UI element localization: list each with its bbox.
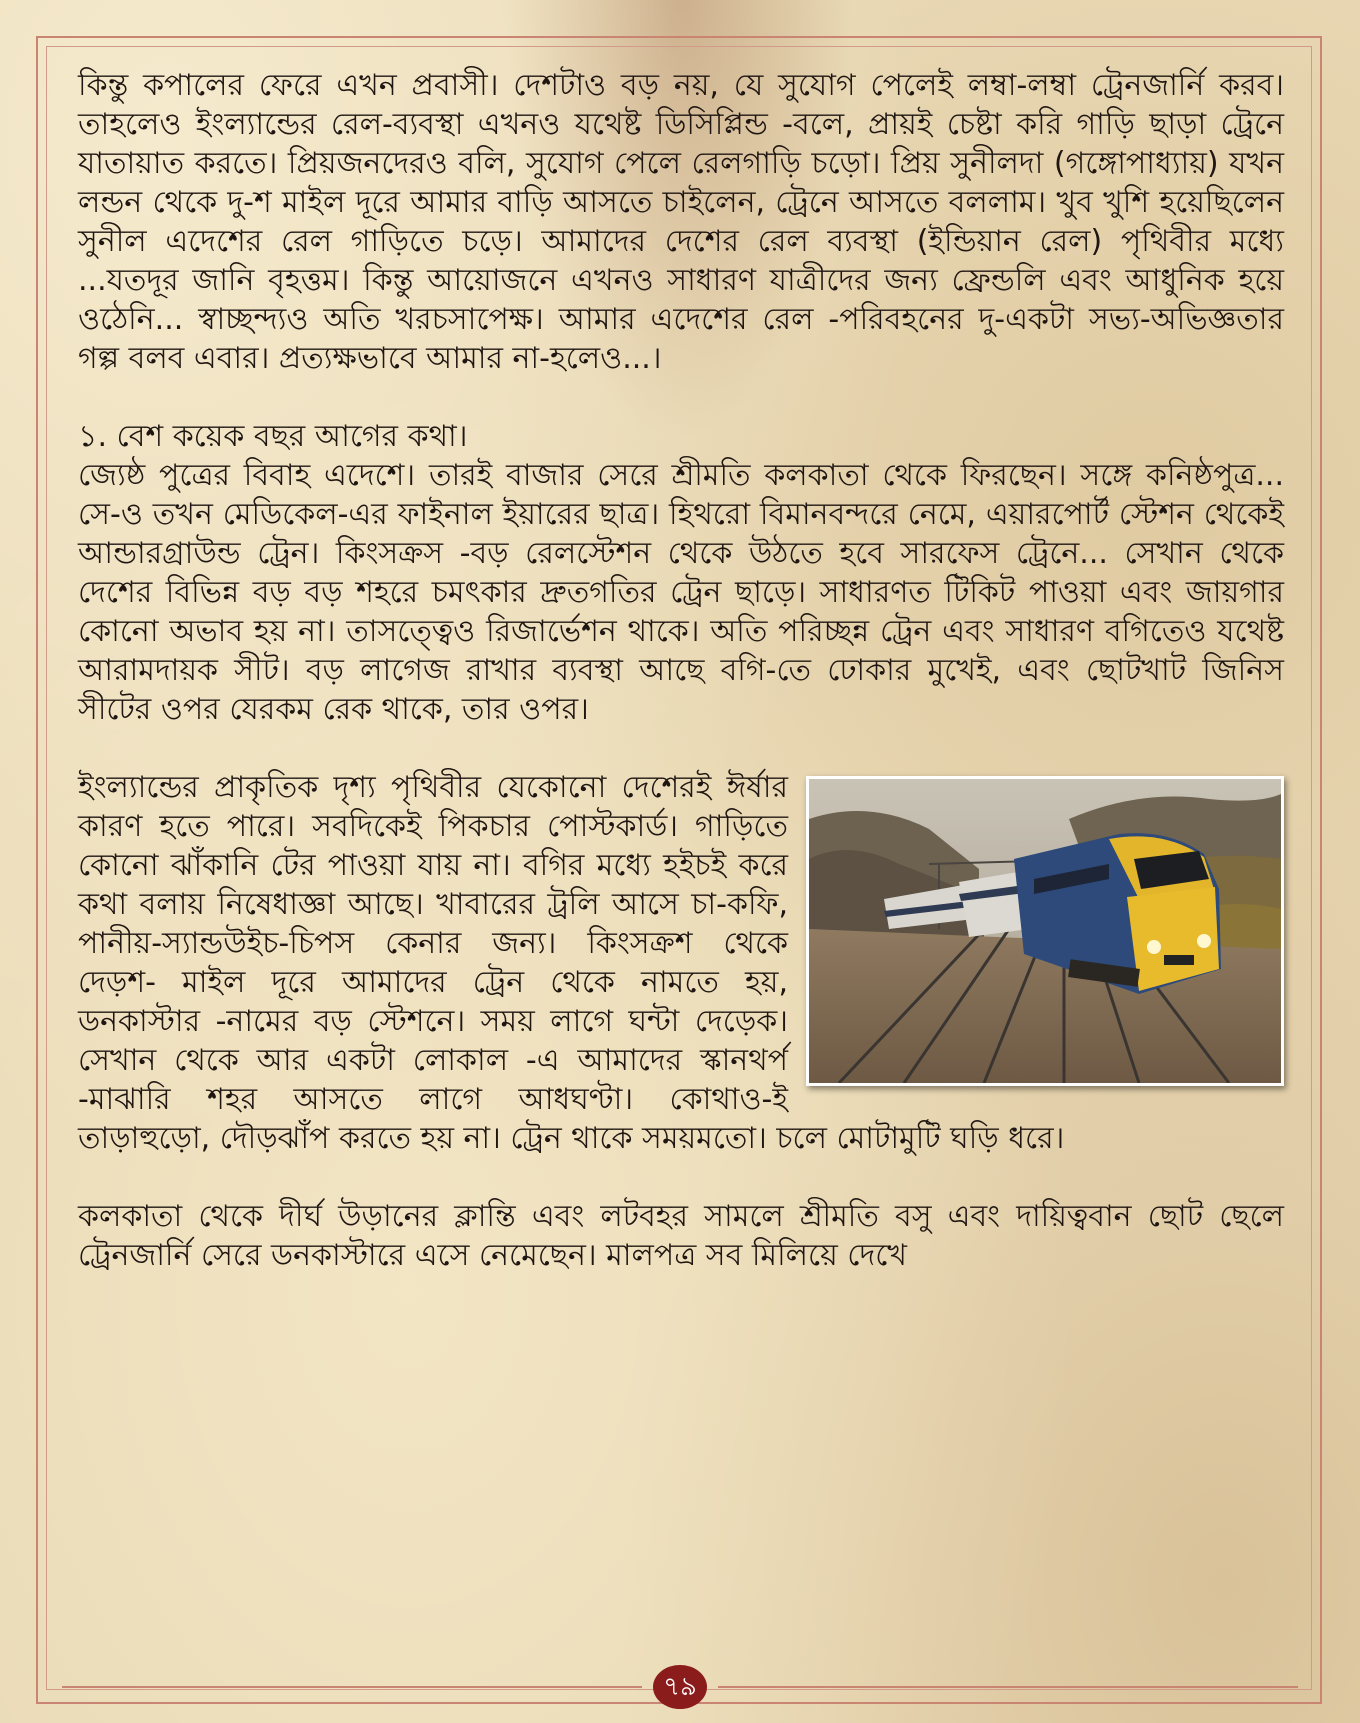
paragraph-story-1: জ্যেষ্ঠ পুত্রের বিবাহ এদেশে। তারই বাজার সেরে শ্রীমতি কলকাতা থেকে ফিরছেন। সঙ্গে কনিষ্ঠপুত্র... সে-ও তখন মেডিকেল-এর ফাইনাল ইয়ারের ছাত্র। হিথরো বিমানবন্দরে নেমে, এয়ারপোর্ট স্টেশন থেকেই আন্ডারগ্রাউন্ড ট্রেন। কিংসক্রস -বড় রেলস্টেশন থেকে উঠতে হবে সারফেস ট্রেনে... সেখান থেকে দেশের বিভিন্ন বড় বড় শহরে চমৎকার দ্রুতগতির ট্রেন ছাড়ে। সাধারণত টিকিট পাওয়া এবং জায়গার কোনো অভাব হয় না। তাসত্ত্বেও রিজার্ভেশন থাকে। অতি পরিচ্ছন্ন ট্রেন এবং সাধারণ বগিতেও যথেষ্ট আরামদায়ক সীট। বড় লাগেজ রাখার ব্যবস্থা আছে বগি-তে ঢোকার মুখেই, এবং ছোটখাট জিনিস সীটের ওপর যেরকম রেক থাকে, তার ওপর। (78, 458, 1284, 727)
footer-rule-left (62, 1686, 642, 1688)
paragraph-story-3: কলকাতা থেকে দীর্ঘ উড়ানের ক্লান্তি এবং লটবহর সামলে শ্রীমতি বসু এবং দায়িত্ববান ছোট ছেলে ট্রেনজার্নি সেরে ডনকাস্টারে এসে নেমেছেন। মালপত্র সব মিলিয়ে দেখে (78, 1199, 1284, 1273)
page-number-badge: ৭৯ (653, 1665, 707, 1709)
paragraph-story-2: ইংল্যান্ডের প্রাকৃতিক দৃশ্য পৃথিবীর যেকোনো দেশেরই ঈর্ষার কারণ হতে পারে। সবদিকেই পিকচার পোস্টকার্ড। গাড়িতে কোনো ঝাঁকানি টের পাওয়া যায় না। বগির মধ্যে হইচই করে কথা বলায় নিষেধাজ্ঞা আছে। খাবারের ট্রলি আসে চা-কফি, পানীয়-স্যান্ডউইচ-চিপস কেনার জন্য। কিংসক্রশ থেকে দেড়শ- মাইল দূরে আমাদের ট্রেন থেকে নামতে হয়, ডনকাস্টার -নামের বড় স্টেশনে। সময় লাগে ঘন্টা দেড়েক। সেখান থেকে আর একটা লোকাল -এ আমাদের স্কানথর্প -মাঝারি শহর আসতে লাগে আধঘণ্টা। কোথাও-ই তাড়াহুড়ো, দৌড়ঝাঁপ করতে হয় না। ট্রেন থাকে সময়মতো। চলে মোটামুটি ঘড়ি ধরে। (78, 770, 1065, 1156)
train-illustration (809, 779, 1281, 1083)
paragraph-intro: কিন্তু কপালের ফেরে এখন প্রবাসী। দেশটাও বড় নয়, যে সুযোগ পেলেই লম্বা-লম্বা ট্রেনজার্নি করব। তাহলেও ইংল্যান্ডের রেল-ব্যবস্থা এখনও যথেষ্ট ডিসিপ্লিন্ড -বলে, প্রায়ই চেষ্টা করি গাড়ি ছাড়া ট্রেনে যাতায়াত করতে। প্রিয়জনদেরও বলি, সুযোগ পেলে রেলগাড়ি চড়ো। প্রিয় সুনীলদা (গঙ্গোপাধ্যায়) যখন লন্ডন থেকে দু-শ মাইল দূরে আমার বাড়ি আসতে চাইলেন, ট্রেনে আসতে বললাম। খুব খুশি হয়েছিলেন সুনীল এদেশের রেল গাড়িতে চড়ে। আমাদের দেশের রেল ব্যবস্থা (ইন্ডিয়ান রেল) পৃথিবীর মধ্যে ...যতদূর জানি বৃহত্তম। কিন্তু আয়োজনে এখনও সাধারণ যাত্রীদের জন্য ফ্রেন্ডলি এবং আধুনিক হয়ে ওঠেনি... স্বাচ্ছন্দ্যও অতি খরচসাপেক্ষ। আমার এদেশের রেল -পরিবহনের দু-একটা সভ্য-অভিজ্ঞতার গল্প বলব এবার। প্রত্যক্ষভাবে আমার না-হলেও...। (78, 68, 1284, 376)
section-heading-1: ১. বেশ কয়েক বছর আগের কথা। (78, 419, 468, 454)
train-photo (806, 776, 1284, 1086)
article-body (78, 66, 1284, 1275)
footer-rule-right (718, 1686, 1298, 1688)
